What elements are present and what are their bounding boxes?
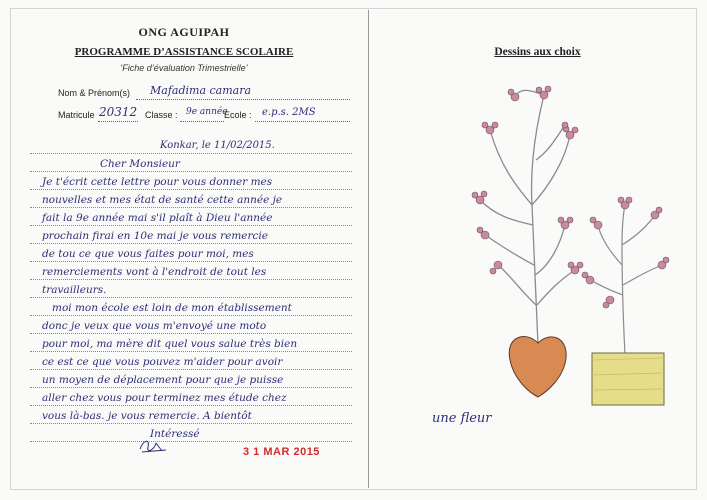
ruled-line [30,423,352,424]
letter-line: de tou ce que vous faites pour moi, mes [42,248,254,260]
ruled-line [30,315,352,316]
page-divider [368,10,369,488]
ruled-line [30,369,352,370]
letter-line: pour moi, ma mère dit quel vous salue très bien [42,338,298,350]
letter-line: Je t'écrit cette lettre pour vous donner mes [42,176,273,188]
drawing-caption: une fleur [432,411,492,426]
letter-line: moi mon école est loin de mon établissement [52,302,292,314]
classe-label: Classe : [145,110,178,120]
letter-line: aller chez vous pour terminez mes étude chez [42,392,287,404]
programme-title: PROGRAMME D’ASSISTANCE SCOLAIRE [74,46,294,58]
letter-line: travailleurs. [42,284,107,296]
ruled-line [30,387,352,388]
ruled-line [30,171,352,172]
organization-title: ONG AGUIPAH [138,25,230,39]
letter-line: vous là-bas. je vous remercie. A bientôt [42,410,252,422]
ruled-line [30,279,352,280]
matricule-value: 20312 [99,105,138,119]
matricule-dotted-line [98,121,138,122]
classe-value: 9e année [186,107,228,117]
date-stamp: 3 1 MAR 2015 [243,446,320,458]
letter-line: remerciements vont à l'endroit de tout les [42,266,267,278]
ruled-line [30,351,352,352]
letter-closing: Intéressé [150,428,200,440]
ecole-label: Ecole : [224,110,252,120]
flower-drawing [440,75,690,420]
ruled-line [30,297,352,298]
letter-line: ce est ce que vous pouvez m'aider pour avoir [42,356,283,368]
name-dotted-line [136,99,350,100]
ruled-line [30,225,352,226]
ruled-line [30,243,352,244]
form-subtitle: ‘Fiche d’évaluation Trimestrielle’ [120,63,248,73]
letter-line: prochain firai en 10e mai je vous remercie [42,230,268,242]
ruled-line [30,441,352,442]
blossoms [472,86,669,308]
ecole-value: e.p.s. 2MS [262,107,316,118]
box-pot [592,353,664,405]
letter-line: un moyen de déplacement pour que je puisse [42,374,284,386]
signature-mark [136,435,170,457]
matricule-label: Matricule [58,110,95,120]
ecole-dotted-line [255,121,350,122]
name-label: Nom & Prénom(s) [58,88,131,98]
letter-date: Konkar, le 11/02/2015. [160,140,275,151]
ruled-line [30,261,352,262]
letter-greeting: Cher Monsieur [100,158,180,170]
classe-dotted-line [180,121,224,122]
name-value: Mafadima camara [150,84,252,97]
letter-line: nouvelles et mes état de santé cette année je [42,194,283,206]
ruled-line [30,333,352,334]
ruled-line [30,189,352,190]
ruled-line [30,207,352,208]
letter-line: donc je veux que vous m'envoyé une moto [42,320,267,332]
ruled-line [30,405,352,406]
letter-line: fait la 9e année mai s'il plaît à Dieu l'année [42,212,273,224]
ruled-line [30,153,352,154]
heart-pot [509,337,566,397]
drawing-section-title: Dessins aux choix [494,46,581,58]
